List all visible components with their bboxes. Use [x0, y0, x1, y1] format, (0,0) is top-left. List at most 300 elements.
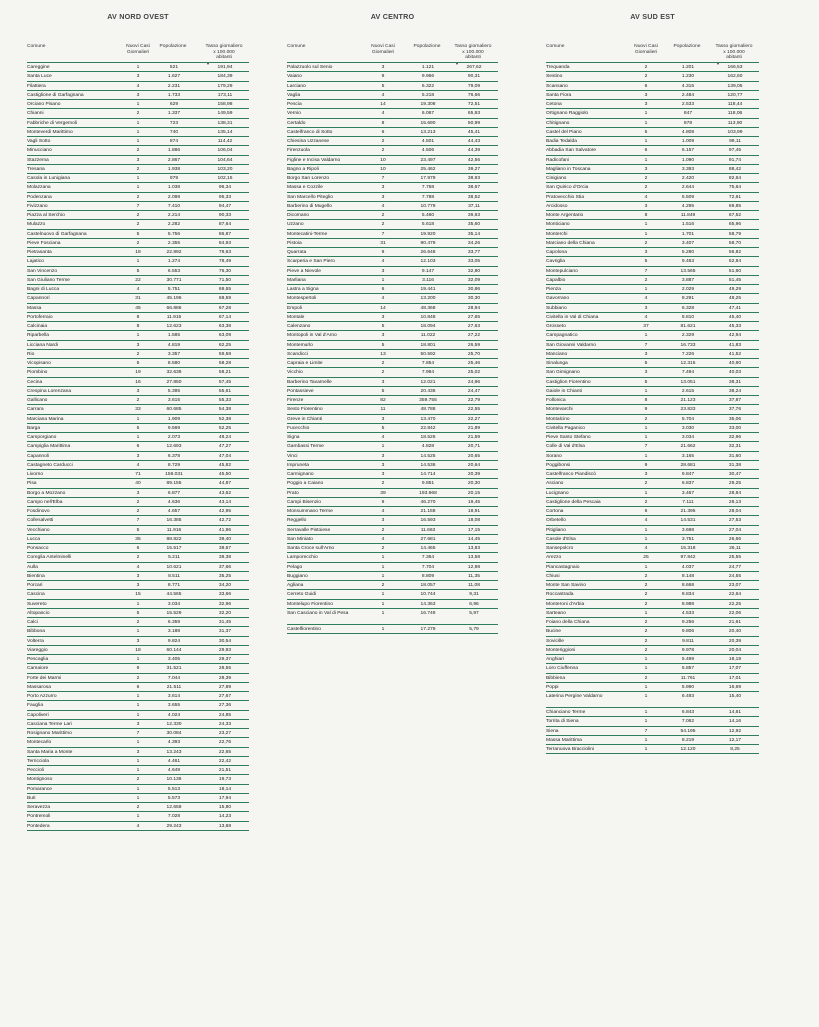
- cell-popolazione: 5.618: [421, 222, 435, 228]
- table-row: [27, 553, 249, 562]
- cell-popolazione: 7.410: [167, 203, 181, 209]
- cell-nuovi-casi: 7: [381, 176, 385, 181]
- cell-comune: Scansano: [546, 83, 568, 89]
- cell-popolazione: 979: [169, 176, 179, 181]
- table-row: [27, 526, 249, 535]
- cell-tasso: 28,84: [728, 490, 742, 496]
- cell-nuovi-casi: 1: [644, 333, 648, 339]
- cell-comune: Ortignano Raggiolo: [546, 111, 589, 117]
- table-row: [27, 230, 249, 239]
- cell-nuovi-casi: 3: [381, 268, 385, 274]
- table-row: [287, 516, 498, 525]
- cell-tasso: 13,83: [467, 546, 481, 551]
- cell-tasso: 162,60: [727, 74, 743, 80]
- cell-nuovi-casi: 3: [136, 490, 140, 496]
- cell-popolazione: 13.213: [420, 129, 436, 135]
- cell-comune: Vernio: [287, 111, 301, 117]
- table-row: [546, 581, 759, 590]
- cell-nuovi-casi: 2: [136, 555, 140, 561]
- table-row: [27, 720, 249, 729]
- cell-nuovi-casi: 8: [644, 398, 648, 403]
- cell-nuovi-casi: 8: [136, 314, 140, 320]
- cell-nuovi-casi: 1: [136, 712, 140, 718]
- cell-nuovi-casi: 4: [136, 462, 140, 468]
- cell-tasso: 38,67: [467, 185, 481, 191]
- cell-nuovi-casi: 3: [136, 74, 140, 80]
- cell-popolazione: 3.188: [167, 629, 181, 635]
- cell-comune: Pienza: [546, 287, 561, 292]
- cell-tasso: 43,62: [218, 490, 232, 496]
- cell-tasso: 37,11: [468, 203, 480, 209]
- cell-popolazione: 6.553: [167, 268, 181, 274]
- cell-nuovi-casi: 3: [644, 166, 648, 172]
- cell-tasso: 55,61: [218, 388, 232, 394]
- cell-nuovi-casi: 2: [136, 675, 140, 681]
- cell-popolazione: 878: [683, 120, 693, 126]
- cell-tasso: 78,49: [218, 259, 232, 265]
- cell-popolazione: 12.120: [680, 747, 696, 752]
- cell-tasso: 42,72: [218, 518, 232, 524]
- table-row: [287, 350, 498, 359]
- cell-nuovi-casi: 2: [644, 65, 648, 70]
- cell-comune: Castel del Piano: [546, 129, 582, 135]
- cell-tasso: 41,96: [218, 527, 232, 533]
- table-row: [546, 91, 759, 100]
- cell-tasso: 27,65: [467, 314, 481, 320]
- header-comune: Comune: [287, 44, 306, 49]
- cell-popolazione: 5.573: [167, 795, 181, 801]
- cell-popolazione: 9.811: [682, 638, 694, 644]
- cell-tasso: 18,14: [218, 786, 232, 792]
- cell-comune: Magliano in Toscana: [546, 166, 591, 172]
- cell-popolazione: 6.493: [681, 694, 695, 699]
- table-row: [27, 618, 249, 627]
- cell-comune: Firenze: [287, 398, 304, 403]
- table-row: [546, 442, 759, 451]
- cell-tasso: 11,35: [468, 573, 480, 579]
- cell-comune: Licciana Nardi: [27, 342, 58, 348]
- cell-nuovi-casi: 5: [644, 129, 648, 135]
- cell-tasso: 34,26: [467, 240, 481, 246]
- cell-tasso: 23,07: [728, 583, 742, 588]
- cell-comune: Fivizzano: [27, 203, 48, 209]
- cell-tasso: 54,38: [218, 407, 232, 413]
- cell-nuovi-casi: 45: [135, 305, 141, 311]
- cell-comune: Poggibonsi: [546, 462, 571, 468]
- table-row: [546, 674, 759, 683]
- cell-tasso: 138,31: [217, 120, 233, 126]
- table-row: [546, 717, 759, 726]
- table-row: [27, 304, 249, 313]
- cell-popolazione: 13.051: [680, 379, 696, 385]
- cell-tasso: 40,03: [728, 370, 742, 376]
- cell-nuovi-casi: 1: [136, 333, 140, 339]
- cell-popolazione: 10.621: [166, 564, 182, 570]
- cell-tasso: 38,67: [218, 546, 232, 551]
- cell-comune: Santa Fiora: [546, 92, 572, 98]
- cell-tasso: 52,84: [728, 259, 742, 265]
- cell-popolazione: 18.057: [420, 583, 436, 588]
- cell-comune: Carmignano: [287, 472, 314, 477]
- cell-comune: Larciano: [287, 83, 306, 89]
- cell-tasso: 86,87: [218, 231, 232, 237]
- cell-nuovi-casi: 1: [644, 453, 648, 459]
- cell-comune: Castelnuovo di Garfagnana: [27, 231, 87, 237]
- cell-nuovi-casi: 3: [381, 65, 385, 70]
- cell-comune: Figline e Incisa Valdarno: [287, 157, 341, 163]
- cell-tasso: 94,47: [218, 203, 232, 209]
- cell-nuovi-casi: 4: [136, 564, 140, 570]
- cell-popolazione: 521: [169, 65, 179, 70]
- table-header: [287, 24, 498, 66]
- cell-popolazione: 15.318: [680, 546, 696, 551]
- cell-popolazione: 21.395: [680, 509, 696, 514]
- cell-popolazione: 10.136: [166, 777, 182, 783]
- table-row: [546, 230, 759, 239]
- cell-comune: Bibbona: [27, 629, 45, 635]
- cell-nuovi-casi: 3: [381, 472, 385, 477]
- table-row: [287, 331, 498, 340]
- cell-popolazione: 12.623: [166, 324, 182, 329]
- cell-popolazione: 4.636: [167, 499, 181, 505]
- cell-popolazione: 3.751: [681, 536, 695, 542]
- cell-nuovi-casi: 10: [380, 166, 386, 172]
- cell-comune: Monteverdi Marittimo: [27, 129, 73, 135]
- table-row: [27, 276, 249, 285]
- cell-comune: Cortona: [546, 509, 564, 514]
- table-row: [27, 600, 249, 609]
- cell-popolazione: 97.842: [680, 555, 696, 561]
- cell-comune: Poggio a Caiano: [287, 481, 324, 487]
- table-row: [546, 563, 759, 572]
- cell-popolazione: 9.824: [167, 638, 181, 644]
- table-row: [27, 91, 249, 100]
- cell-nuovi-casi: 5: [136, 361, 140, 366]
- cell-popolazione: 629: [169, 102, 179, 107]
- cell-comune: Montespertoli: [287, 296, 317, 302]
- cell-popolazione: 13.243: [166, 749, 182, 755]
- cell-tasso: 88,42: [728, 166, 742, 172]
- cell-nuovi-casi: 14: [380, 305, 386, 311]
- table-row: [546, 257, 759, 266]
- table-row: [287, 452, 498, 461]
- cell-tasso: 21,89: [467, 425, 481, 431]
- cell-nuovi-casi: 4: [381, 509, 385, 514]
- cell-tasso: 22,65: [218, 749, 232, 755]
- cell-popolazione: 29.243: [166, 823, 182, 829]
- cell-popolazione: 7.704: [421, 564, 435, 570]
- cell-comune: Subbiano: [546, 305, 567, 311]
- cell-comune: Pitigliano: [546, 527, 566, 533]
- cell-nuovi-casi: 2: [381, 222, 385, 228]
- cell-comune: Aulla: [27, 564, 38, 570]
- cell-comune: Lastra a Signa: [287, 287, 319, 292]
- cell-nuovi-casi: 1: [644, 222, 648, 228]
- cell-comune: Civitella in Val di Chiana: [546, 314, 599, 320]
- cell-nuovi-casi: 1: [136, 768, 140, 773]
- cell-popolazione: 30.771: [166, 277, 182, 283]
- cell-tasso: 19,73: [218, 777, 232, 783]
- cell-comune: Gaiole in Chianti: [546, 388, 582, 394]
- table-row: [546, 655, 759, 664]
- cell-tasso: 27,22: [467, 333, 481, 339]
- cell-tasso: 29,25: [728, 481, 742, 487]
- cell-popolazione: 14.531: [680, 518, 696, 524]
- table-row: [287, 91, 498, 100]
- table-row: [287, 572, 498, 581]
- cell-tasso: 41,52: [728, 351, 742, 357]
- cell-nuovi-casi: 1: [644, 737, 648, 743]
- table-row: [27, 220, 249, 229]
- sort-arrow-icon[interactable]: ▾: [456, 60, 459, 66]
- cell-comune: Buggiano: [287, 573, 308, 579]
- cell-comune: Firenzuola: [287, 148, 310, 154]
- cell-comune: Massarosa: [27, 684, 51, 690]
- cell-comune: Pieve Santo Stefano: [546, 435, 591, 440]
- cell-comune: Fabbriche di Vergemoli: [27, 120, 78, 126]
- cell-nuovi-casi: 2: [381, 546, 385, 551]
- cell-comune: Careggine: [27, 65, 50, 70]
- cell-tasso: 27,04: [728, 527, 742, 533]
- cell-nuovi-casi: 9: [381, 74, 385, 80]
- cell-comune: Altopascio: [27, 610, 50, 616]
- cell-nuovi-casi: 6: [644, 83, 648, 89]
- cell-popolazione: 4.828: [421, 444, 435, 450]
- cell-tasso: 12,17: [728, 737, 742, 743]
- cell-popolazione: 2.231: [167, 83, 181, 89]
- table-row: [546, 331, 759, 340]
- table-row: [546, 193, 759, 202]
- table-row: [27, 257, 249, 266]
- cell-tasso: 13,68: [218, 823, 232, 829]
- table-row: [546, 452, 759, 461]
- cell-tasso: 20,30: [467, 481, 481, 487]
- cell-nuovi-casi: 1: [136, 129, 140, 135]
- cell-comune: Montecatini-Terme: [287, 231, 328, 237]
- cell-nuovi-casi: 1: [644, 719, 648, 725]
- cell-tasso: 37,66: [218, 564, 232, 570]
- table-row: [546, 100, 759, 109]
- cell-comune: Reggello: [287, 518, 307, 524]
- cell-popolazione: 3.165: [681, 453, 695, 459]
- cell-popolazione: 2.355: [167, 240, 181, 246]
- cell-comune: Crespina Lorenzana: [27, 388, 72, 394]
- cell-comune: Castagneto Carducci: [27, 462, 73, 468]
- cell-comune: Peccioli: [27, 768, 44, 773]
- cell-popolazione: 4.506: [421, 148, 435, 154]
- cell-tasso: 18,08: [467, 518, 481, 524]
- cell-comune: Poppi: [546, 684, 559, 690]
- cell-popolazione: 13.470: [420, 416, 436, 422]
- cell-comune: Sinalunga: [546, 361, 568, 366]
- table-row: [287, 322, 498, 331]
- cell-tasso: 28,04: [728, 509, 742, 514]
- cell-comune: Stazzema: [27, 157, 49, 163]
- cell-tasso: 20,64: [467, 462, 481, 468]
- cell-comune: Manciano: [546, 351, 568, 357]
- table-row: [27, 156, 249, 165]
- cell-nuovi-casi: 5: [381, 83, 385, 89]
- table-row: [27, 183, 249, 192]
- cell-popolazione: 9.847: [681, 472, 695, 477]
- cell-comune: Castiglion Fiorentino: [546, 379, 591, 385]
- cell-comune: Chiusi: [546, 573, 560, 579]
- table-row: [287, 313, 498, 322]
- table-row: [287, 405, 498, 414]
- cell-comune: Pomarance: [27, 786, 53, 792]
- table-row: [546, 664, 759, 673]
- cell-nuovi-casi: 1: [644, 120, 648, 126]
- cell-popolazione: 3.030: [681, 425, 695, 431]
- cell-tasso: 13,58: [467, 555, 481, 561]
- cell-nuovi-casi: 2: [644, 176, 648, 181]
- cell-comune: Lamporecchio: [287, 555, 318, 561]
- table-row: [546, 183, 759, 192]
- cell-popolazione: 8.219: [681, 737, 695, 743]
- table-row: [27, 211, 249, 220]
- table-row: [27, 119, 249, 128]
- cell-popolazione: 9.978: [681, 647, 695, 653]
- cell-tasso: 48,24: [218, 435, 232, 440]
- cell-comune: Podenzana: [27, 194, 52, 200]
- cell-comune: Mulazzo: [27, 222, 46, 228]
- cell-tasso: 72,51: [467, 102, 481, 107]
- cell-nuovi-casi: 1: [381, 277, 385, 283]
- cell-popolazione: 3.405: [167, 657, 181, 662]
- cell-tasso: 20,40: [728, 629, 742, 635]
- cell-comune: Suvereto: [27, 601, 47, 607]
- table-row: [546, 156, 759, 165]
- cell-tasso: 38,93: [467, 176, 481, 181]
- cell-tasso: 90,31: [467, 74, 481, 80]
- cell-tasso: 47,04: [218, 453, 232, 459]
- table-row: [27, 60, 249, 72]
- cell-nuovi-casi: 2: [136, 194, 140, 200]
- panel-av-nord-ovest: [27, 10, 249, 831]
- cell-tasso: 23,27: [218, 731, 232, 736]
- cell-popolazione: 12.103: [420, 259, 436, 265]
- table-row: [546, 646, 759, 655]
- cell-nuovi-casi: 2: [136, 499, 140, 505]
- cell-comune: Pratovecchio Stia: [546, 194, 585, 200]
- cell-tasso: 31,37: [218, 629, 232, 635]
- header-tasso-label: Tasso giornaliero x 100.000 abitanti: [454, 44, 492, 61]
- cell-tasso: 57,45: [218, 379, 232, 385]
- cell-comune: Porcari: [27, 583, 43, 588]
- cell-popolazione: 48.788: [420, 407, 436, 413]
- cell-popolazione: 9.569: [167, 425, 181, 431]
- cell-comune: Colle di Val d'Elsa: [546, 444, 585, 450]
- cell-nuovi-casi: 4: [644, 194, 648, 200]
- table-row: [27, 822, 249, 831]
- panel-title: AV SUD EST: [630, 12, 675, 21]
- cell-tasso: 45,50: [218, 472, 232, 477]
- cell-nuovi-casi: 2: [381, 139, 385, 144]
- cell-tasso: 17,01: [728, 675, 742, 681]
- table-row: [287, 470, 498, 479]
- panel-av-centro: [287, 10, 498, 634]
- table-row: [287, 165, 498, 174]
- cell-comune: Terranuova Bracciolini: [546, 747, 595, 752]
- table-row: [27, 711, 249, 720]
- cell-nuovi-casi: 2: [136, 148, 140, 154]
- cell-comune: Monte Argentario: [546, 213, 584, 218]
- cell-tasso: 118,06: [727, 111, 743, 117]
- sort-arrow-icon[interactable]: ▾: [207, 60, 210, 66]
- cell-popolazione: 6.157: [681, 148, 695, 154]
- cell-nuovi-casi: 1: [136, 795, 140, 801]
- cell-popolazione: 14.525: [420, 453, 436, 459]
- cell-comune: Seravezza: [27, 805, 51, 810]
- cell-comune: Carrara: [27, 407, 44, 413]
- cell-tasso: 120,77: [727, 92, 743, 98]
- table-row: [27, 461, 249, 470]
- cell-nuovi-casi: 3: [644, 203, 648, 209]
- table-row: [546, 72, 759, 81]
- cell-comune: Monte San Savino: [546, 583, 586, 588]
- cell-popolazione: 7.364: [421, 555, 435, 561]
- cell-nuovi-casi: 1: [381, 610, 385, 616]
- cell-nuovi-casi: 4: [381, 92, 385, 98]
- table-row: [546, 313, 759, 322]
- sort-arrow-icon[interactable]: ▾: [717, 60, 720, 66]
- table-row: [27, 442, 249, 451]
- cell-comune: Campo nell'Elba: [27, 499, 63, 505]
- cell-nuovi-casi: 1: [136, 629, 140, 635]
- cell-popolazione: 3.655: [167, 703, 181, 709]
- cell-comune: Serravalle Pistoiese: [287, 527, 331, 533]
- cell-popolazione: 22.892: [166, 250, 182, 255]
- cell-comune: Fucecchio: [287, 425, 310, 431]
- cell-comune: Piancastagnaio: [546, 564, 580, 570]
- table-row: [27, 341, 249, 350]
- cell-comune: San Gimignano: [546, 370, 580, 376]
- table-row: [287, 442, 498, 451]
- cell-popolazione: 9.966: [421, 74, 435, 80]
- table-row: [546, 285, 759, 294]
- cell-tasso: 27,63: [467, 324, 481, 329]
- cell-popolazione: 1.516: [681, 222, 695, 228]
- cell-comune: Ponsacco: [27, 546, 49, 551]
- cell-comune: Calcinaia: [27, 324, 48, 329]
- table-row: [27, 433, 249, 442]
- cell-popolazione: 46.270: [420, 499, 436, 505]
- cell-comune: Loro Ciuffenna: [546, 666, 578, 672]
- cell-comune: Cavriglia: [546, 259, 566, 265]
- cell-tasso: 26,59: [467, 342, 481, 348]
- cell-comune: Sovicille: [546, 638, 564, 644]
- cell-comune: Pontremoli: [27, 814, 51, 820]
- cell-tasso: 158,98: [217, 102, 233, 107]
- table-row: [546, 405, 759, 414]
- cell-comune: Dicomano: [287, 213, 310, 218]
- cell-tasso: 32,31: [728, 444, 742, 450]
- cell-popolazione: 27.850: [166, 379, 182, 385]
- cell-comune: Capolona: [546, 250, 567, 255]
- table-row: [287, 359, 498, 368]
- cell-comune: Barga: [27, 425, 41, 431]
- cell-comune: Follonica: [546, 398, 566, 403]
- cell-nuovi-casi: 2: [644, 240, 648, 246]
- table-row: [287, 128, 498, 137]
- table-row: [27, 100, 249, 109]
- cell-nuovi-casi: 2: [136, 777, 140, 783]
- cell-popolazione: 19.308: [420, 102, 436, 107]
- cell-comune: Cecina: [27, 379, 43, 385]
- cell-tasso: 24,55: [728, 573, 742, 579]
- cell-popolazione: 15.529: [166, 610, 182, 616]
- cell-nuovi-casi: 1: [381, 573, 385, 579]
